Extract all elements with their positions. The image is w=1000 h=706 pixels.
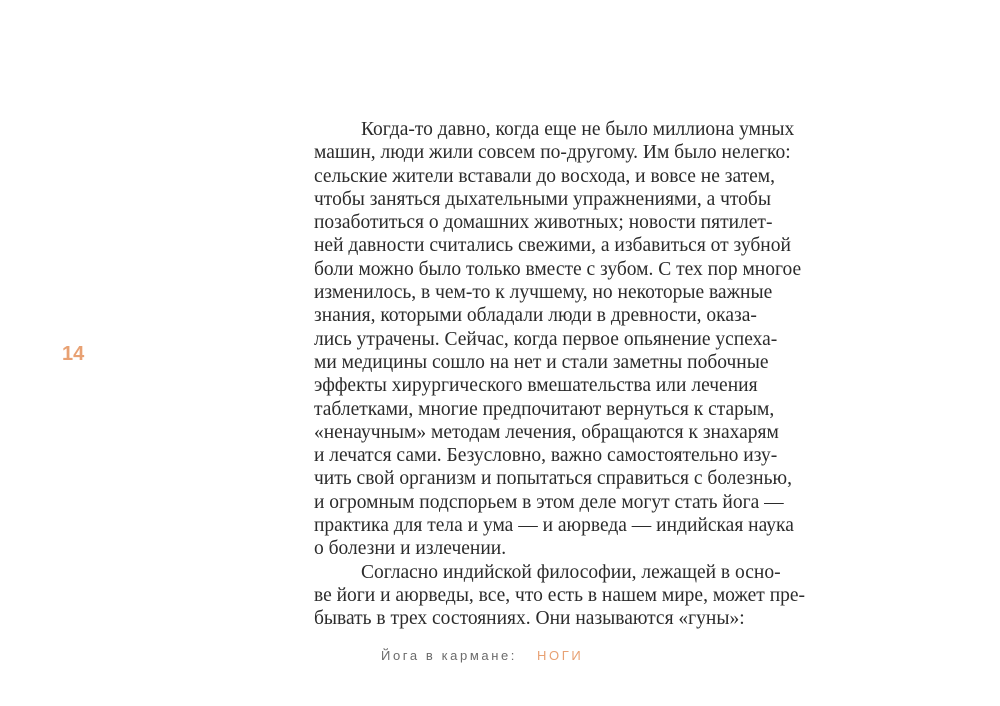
text-line: о болезни и излечении. <box>314 538 507 560</box>
footer-book-title: Йога в кармане: <box>381 648 518 663</box>
text-line: знания, которыми обладали люди в древности, оказа- <box>314 305 757 327</box>
text-line: позаботиться о домашних животных; новости пятилет- <box>314 212 773 234</box>
text-line: лись утрачены. Сейчас, когда первое опьянение успеха- <box>314 328 778 350</box>
text-line: изменилось, в чем-то к лучшему, но некоторые важные <box>314 282 773 304</box>
text-line: бывать в трех состояниях. Они называются «гуны»: <box>314 608 745 630</box>
text-line: сельские жители вставали до восхода, и вовсе не затем, <box>314 165 776 187</box>
page-number: 14 <box>62 343 85 365</box>
text-line: практика для тела и ума — и аюрведа — индийская наука <box>314 515 794 537</box>
text-line: Когда-то давно, когда еще не было миллиона умных <box>361 119 795 140</box>
text-line: ве йоги и аюрведы, все, что есть в нашем мире, может пре- <box>314 584 806 606</box>
running-footer <box>381 648 583 663</box>
text-line: машин, люди жили совсем по-другому. Им было нелегко: <box>314 142 791 164</box>
body-text <box>314 118 889 631</box>
text-line: «ненаучным» методам лечения, обращаются к знахарям <box>314 421 779 443</box>
text-line: чить свой организм и попытаться справиться с болезнью, <box>314 468 792 490</box>
text-line: и огромным подспорьем в этом деле могут стать йога — <box>314 491 784 513</box>
footer-section-title: НОГИ <box>537 648 584 663</box>
text-line: и лечатся сами. Безусловно, важно самостоятельно изу- <box>314 445 778 467</box>
text-line: ми медицины сошло на нет и стали заметны побочные <box>314 351 769 373</box>
text-line: боли можно было только вместе с зубом. С тех пор многое <box>314 258 802 280</box>
text-line: эффекты хирургического вмешательства или лечения <box>314 375 758 397</box>
text-line: таблетками, многие предпочитают вернуться к старым, <box>314 398 775 420</box>
text-line: ней давности считались свежими, а избавиться от зубной <box>314 235 791 257</box>
text-line: чтобы заняться дыхательными упражнениями, а чтобы <box>314 188 771 210</box>
text-line: Согласно индийской философии, лежащей в осно- <box>361 561 781 583</box>
